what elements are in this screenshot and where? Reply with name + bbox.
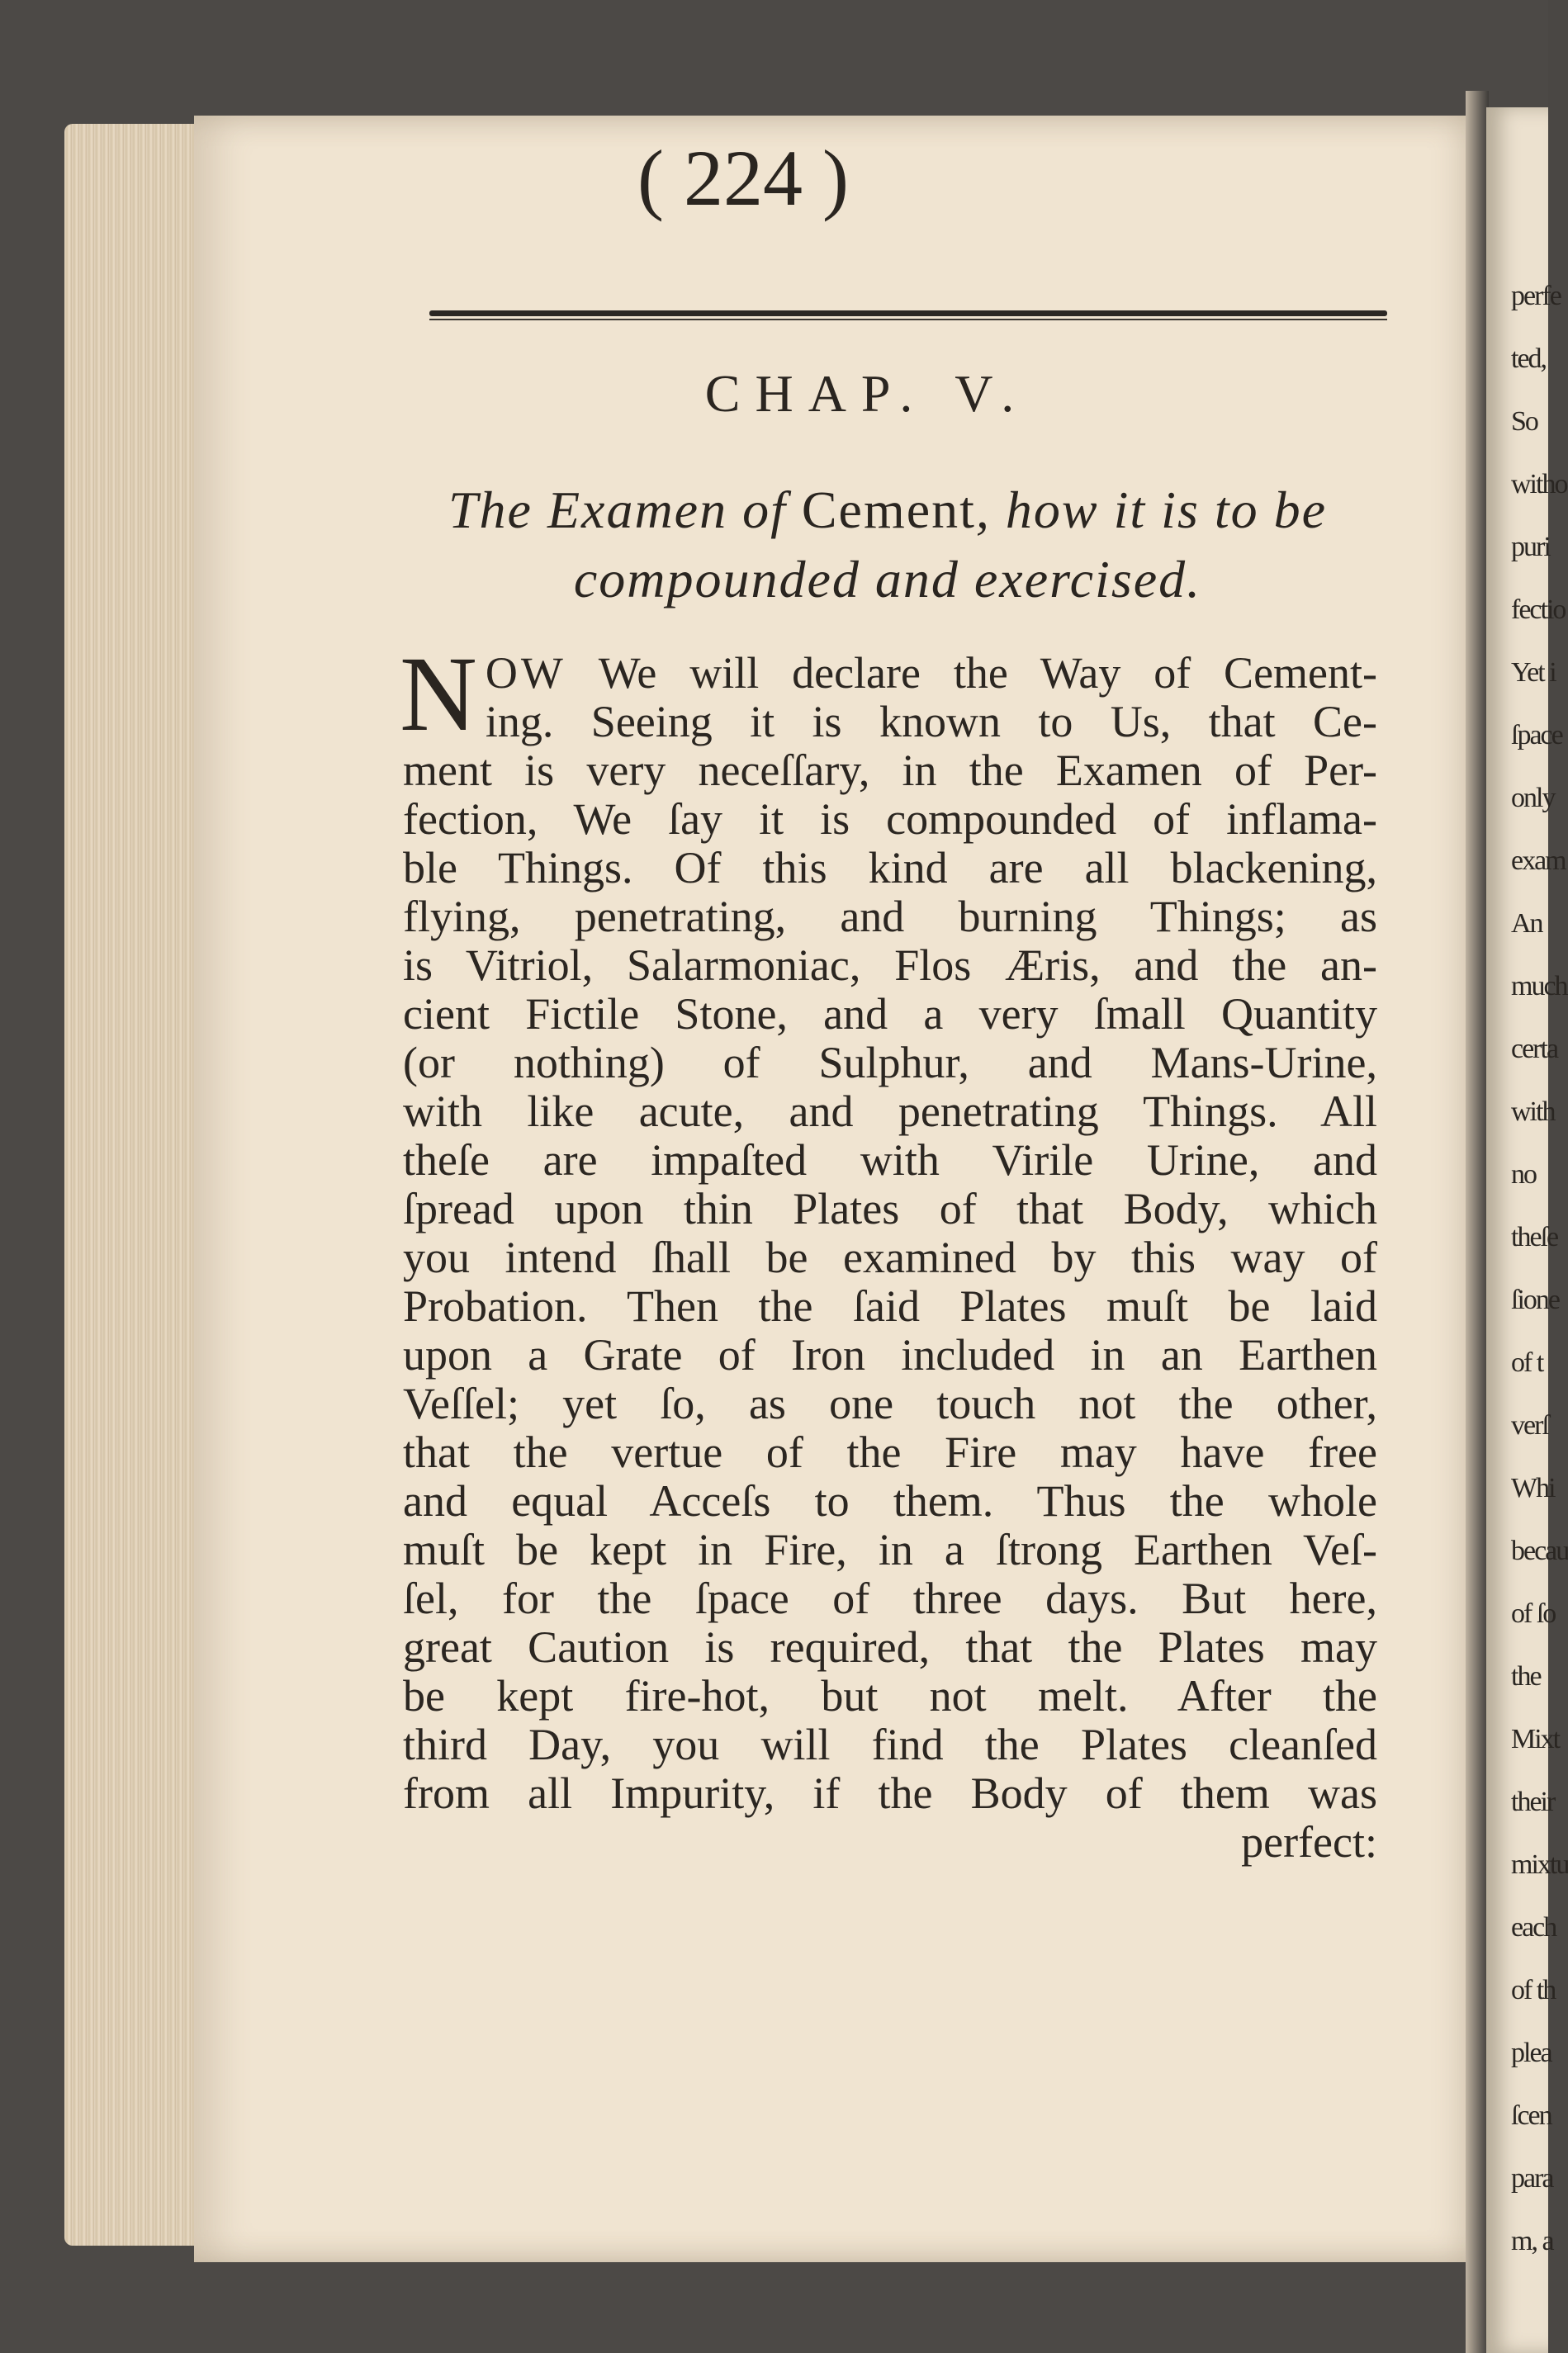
next-page-fragment: witho [1511, 469, 1567, 499]
next-page-fragment: perfe [1511, 281, 1561, 311]
text-line: ſel, for the ſpace of three days. But here, [403, 1574, 1377, 1623]
text-line: and equal Acceſs to them. Thus the whole [403, 1476, 1377, 1526]
text-line: fection, We ſay it is compounded of inflama- [403, 794, 1377, 844]
title-part-2: Cement [801, 481, 976, 539]
next-page-fragment: Mixt [1511, 1724, 1560, 1754]
page-edges [64, 124, 205, 2246]
next-page-fragment: becau [1511, 1536, 1568, 1566]
next-page-fragment: mixtu [1511, 1849, 1568, 1880]
next-page-fragment: the [1511, 1661, 1541, 1692]
chapter-heading: CHAP. V. [704, 364, 1030, 423]
text-line: Veſſel; yet ſo, as one touch not the other, [403, 1379, 1377, 1428]
text-line: third Day, you will find the Plates cleanſed [403, 1720, 1377, 1769]
next-page-fragment: their [1511, 1787, 1555, 1817]
next-page-fragment: ted, [1511, 343, 1547, 374]
text-line: ing. Seeing it is known to Us, that Ce- [485, 697, 1377, 746]
body-text [400, 635, 1377, 1867]
next-page-sliver [1486, 107, 1568, 2353]
next-page-fragment: much [1511, 971, 1567, 1001]
first-word-rest: OW [485, 648, 566, 698]
next-page-fragment: Yet i [1511, 657, 1556, 688]
drop-cap: N [400, 635, 477, 754]
text-line: cient Fictile Stone, and a very ſmall Quantity [403, 989, 1377, 1039]
header-rule [429, 310, 1387, 316]
next-page-fragment: exam [1511, 845, 1566, 876]
header-rule-thin [429, 319, 1387, 320]
title-part-3: , how it is to be compounded and exercised. [573, 481, 1328, 608]
next-page-fragment: each [1511, 1912, 1556, 1943]
next-page-fragment: ſione [1511, 1285, 1559, 1315]
text-line: ble Things. Of this kind are all blackening, [403, 843, 1377, 892]
text-line: muſt be kept in Fire, in a ſtrong Earthen Veſ- [403, 1525, 1377, 1574]
next-page-fragment: So [1511, 406, 1537, 437]
next-page-fragment: fectio [1511, 594, 1566, 625]
page-number: ( 224 ) [637, 134, 849, 222]
text-line [403, 649, 1377, 698]
next-page-fragment: plea [1511, 2038, 1551, 2068]
next-page-fragment: of th [1511, 1975, 1556, 2005]
next-page-fragment: of ſo [1511, 1598, 1556, 1629]
next-page-fragment: para [1511, 2163, 1553, 2194]
next-page-fragment: An [1511, 908, 1542, 939]
next-page-fragment: verſ [1511, 1410, 1548, 1441]
next-page-fragment: m, a [1511, 2226, 1553, 2256]
next-page-fragment: ſpace [1511, 720, 1562, 750]
next-page-fragment: certa [1511, 1034, 1558, 1064]
text-line: theſe are impaſted with Virile Urine, and [403, 1135, 1377, 1185]
title-part-1: The Examen of [448, 481, 802, 539]
next-page-fragment: puri [1511, 532, 1550, 562]
text-line: that the vertue of the Fire may have free [403, 1427, 1377, 1477]
text-line: from all Impurity, if the Body of them was [403, 1768, 1377, 1818]
text-line: with like acute, and penetrating Things. All [403, 1087, 1377, 1136]
next-page-fragment: of t [1511, 1347, 1543, 1378]
text-line: upon a Grate of Iron included in an Earthen [403, 1330, 1377, 1380]
text-line: you intend ſhall be examined by this way of [403, 1233, 1377, 1282]
next-page-fragment: ſcen [1511, 2100, 1551, 2131]
text-line: flying, penetrating, and burning Things; as [403, 892, 1377, 941]
book-gutter [1466, 91, 1489, 2353]
text-line: ment is very neceſſary, in the Examen of Per- [403, 746, 1377, 795]
text-line: ſpread upon thin Plates of that Body, which [403, 1184, 1377, 1233]
text-line: is Vitriol, Salarmoniac, Flos Æris, and the an- [403, 940, 1377, 990]
text-line: great Caution is required, that the Plates may [403, 1622, 1377, 1672]
next-page-fragment: Whi [1511, 1473, 1555, 1503]
catchword: perfect: [1241, 1817, 1377, 1867]
text-line: be kept fire-hot, but not melt. After the [403, 1671, 1377, 1721]
chapter-title [380, 476, 1395, 614]
next-page-fragment: no [1511, 1159, 1536, 1190]
line-text: We will declare the Way of Cement- [598, 648, 1377, 698]
next-page-fragment: theſe [1511, 1222, 1558, 1252]
next-page-fragment: with [1511, 1096, 1555, 1127]
next-page-fragment: only [1511, 783, 1555, 813]
text-line: Probation. Then the ſaid Plates muſt be laid [403, 1281, 1377, 1331]
text-line: (or nothing) of Sulphur, and Mans-Urine, [403, 1038, 1377, 1087]
